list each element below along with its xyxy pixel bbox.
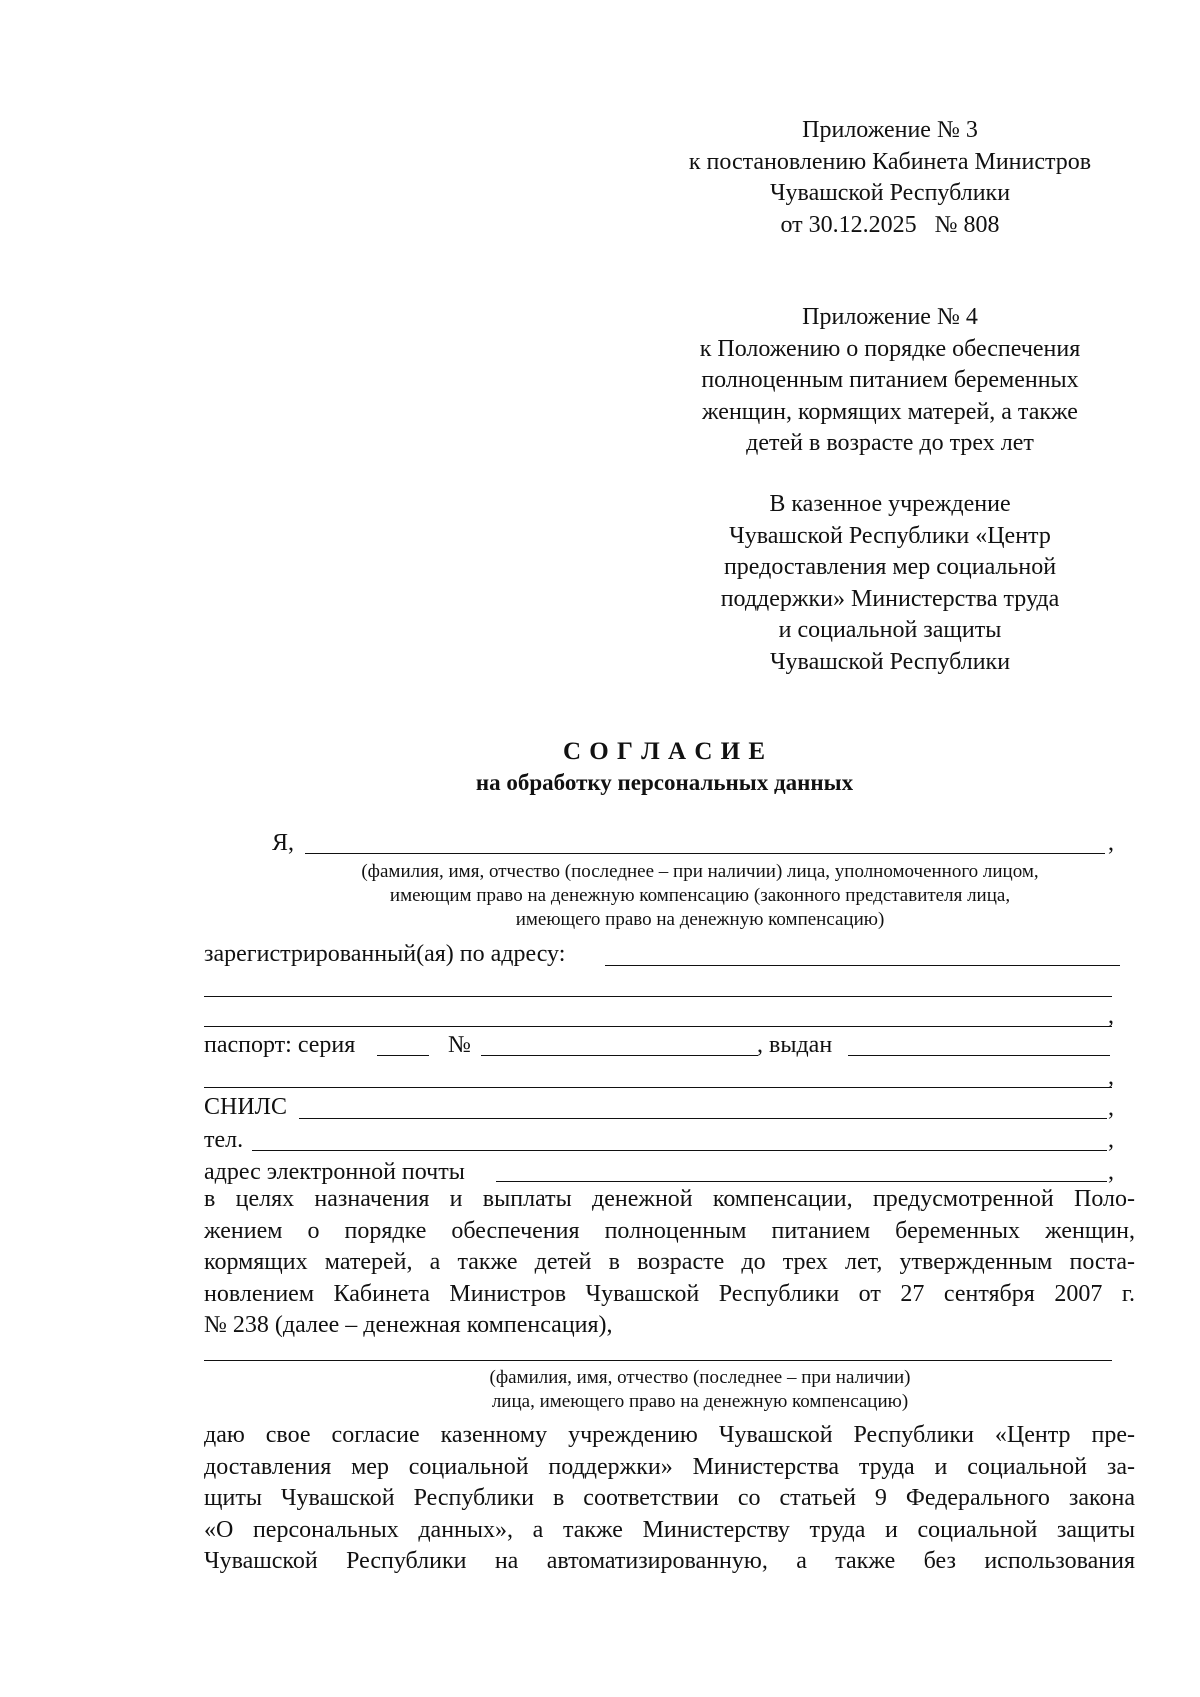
- annex-4-line: к Положению о порядке обеспечения: [699, 335, 1081, 362]
- address-line-2[interactable]: [204, 996, 1112, 997]
- annex-3-line: от 30.12.2025 № 808: [780, 211, 1000, 238]
- consent-line: доставления мер социальной поддержки» Министерства труда и социальной за-: [204, 1453, 1135, 1480]
- fio-caption: [270, 860, 1130, 932]
- beneficiary-caption: [270, 1366, 1130, 1414]
- purpose-paragraph: [204, 1184, 1135, 1342]
- purpose-line: жением о порядке обеспечения полноценным питанием беременных женщин,: [204, 1217, 1135, 1244]
- consent-paragraph: [204, 1420, 1135, 1578]
- addressee-line: Чувашской Республики «Центр: [729, 522, 1051, 549]
- email-label: адрес электронной почты: [204, 1159, 465, 1185]
- address-line-3[interactable]: [204, 1026, 1112, 1027]
- annex-3-line: Чувашской Республики: [769, 180, 1011, 206]
- addressee-line: В казенное учреждение: [769, 491, 1011, 517]
- beneficiary-caption-line: (фамилия, имя, отчество (последнее – при наличии): [489, 1367, 911, 1388]
- consent-line: даю свое согласие казенному учреждению Чувашской Республики «Центр пре-: [204, 1422, 1135, 1448]
- document-subtitle: на обработку персональных данных: [475, 770, 854, 795]
- passport-series-label: паспорт: серия: [204, 1032, 356, 1058]
- addressee-line: предоставления мер социальной: [723, 554, 1057, 580]
- purpose-line: № 238 (далее – денежная компенсация),: [204, 1312, 613, 1338]
- addressee-line: Чувашской Республики: [769, 648, 1011, 675]
- document-title: С О Г Л А С И Е: [562, 738, 766, 765]
- beneficiary-caption-line: лица, имеющего право на денежную компенсацию): [491, 1391, 909, 1412]
- addressee-line: и социальной защиты: [778, 617, 1002, 643]
- annex-3-line: Приложение № 3: [802, 117, 978, 143]
- comma: ,: [1108, 1003, 1114, 1029]
- registered-label: зарегистрированный(ая) по адресу:: [204, 941, 566, 967]
- comma: ,: [1108, 1159, 1114, 1185]
- snils-label: СНИЛС: [204, 1094, 287, 1120]
- email-line[interactable]: [496, 1181, 1107, 1182]
- annex-4-line: женщин, кормящих матерей, а также: [702, 398, 1078, 425]
- purpose-line: кормящих матерей, а также детей в возрасте до трех лет, утвержденным поста-: [204, 1249, 1135, 1275]
- annex-4-header: [660, 302, 1120, 460]
- annex-3-header: [660, 115, 1120, 241]
- fio-line[interactable]: [305, 853, 1105, 854]
- issued-line-2[interactable]: [204, 1087, 1112, 1088]
- snils-line[interactable]: [299, 1118, 1107, 1119]
- comma: ,: [1108, 1064, 1114, 1090]
- addressee-line: поддержки» Министерства труда: [720, 585, 1060, 612]
- passport-series-line[interactable]: [377, 1055, 429, 1056]
- issued-label: , выдан: [757, 1032, 833, 1058]
- comma: ,: [1108, 1095, 1114, 1121]
- consent-line: «О персональных данных», а также Министерству труда и социальной защиты: [204, 1516, 1135, 1543]
- comma: ,: [1108, 1127, 1114, 1153]
- fio-caption-line: имеющего право на денежную компенсацию): [515, 909, 885, 930]
- consent-line: щиты Чувашской Республики в соответствии со статьей 9 Федерального закона: [204, 1485, 1135, 1511]
- passport-number-line[interactable]: [481, 1055, 758, 1056]
- fio-caption-line: имеющим право на денежную компенсацию (законного представителя лица,: [389, 885, 1011, 906]
- annex-4-line: Приложение № 4: [802, 304, 978, 330]
- annex-4-line: детей в возрасте до трех лет: [746, 430, 1034, 456]
- ya-label: Я,: [272, 830, 295, 856]
- fio-caption-line: (фамилия, имя, отчество (последнее – при наличии) лица, уполномоченного лицом,: [361, 861, 1039, 882]
- purpose-line: новлением Кабинета Министров Чувашской Республики от 27 сентября 2007 г.: [204, 1280, 1135, 1307]
- annex-3-line: к постановлению Кабинета Министров: [688, 148, 1092, 175]
- consent-line: Чувашской Республики на автоматизированную, а также без использования: [204, 1548, 1135, 1574]
- beneficiary-line[interactable]: [204, 1360, 1112, 1361]
- passport-number-label: №: [448, 1032, 471, 1058]
- addressee-block: [660, 489, 1120, 678]
- annex-4-line: полноценным питанием беременных: [701, 367, 1079, 393]
- purpose-line: в целях назначения и выплаты денежной компенсации, предусмотренной Поло-: [204, 1186, 1135, 1212]
- issued-line-1[interactable]: [848, 1055, 1110, 1056]
- tel-line[interactable]: [252, 1150, 1107, 1151]
- tel-label: тел.: [204, 1127, 244, 1153]
- comma: ,: [1108, 830, 1114, 856]
- address-line-1[interactable]: [605, 965, 1120, 966]
